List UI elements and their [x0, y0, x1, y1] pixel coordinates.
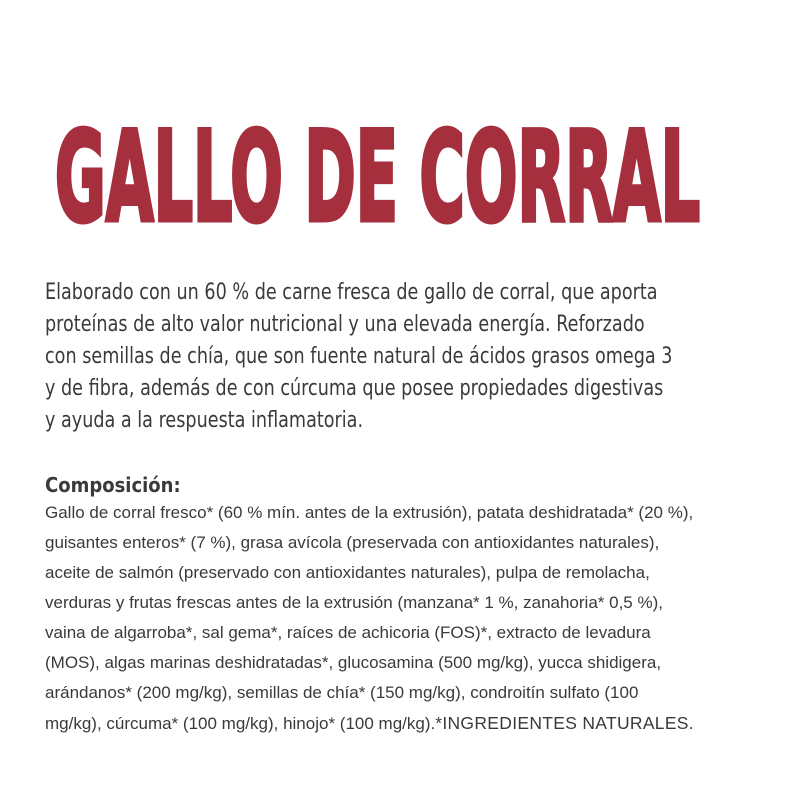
intro-line: y de fibra, además de con cúrcuma que posee propiedades digestivas	[45, 376, 664, 401]
composition-line: guisantes enteros* (7 %), grasa avícola (preservada con antioxidantes naturales),	[45, 533, 660, 552]
page-title-artwork	[55, 106, 710, 251]
intro-line: proteínas de alto valor nutricional y una elevada energía. Reforzado	[45, 312, 645, 337]
page-title: GALLO DE CORRAL	[55, 106, 700, 251]
intro-paragraph	[45, 277, 755, 437]
composition-line: aceite de salmón (preservado con antioxidantes naturales), pulpa de remolacha,	[45, 563, 650, 582]
composition-heading: Composición:	[45, 473, 181, 497]
natural-ingredients-note: *INGREDIENTES NATURALES.	[435, 713, 694, 733]
composition-last-line-text: mg/kg), cúrcuma* (100 mg/kg), hinojo* (100 mg/kg).	[45, 714, 436, 733]
composition-line: (MOS), algas marinas deshidratadas*, glucosamina (500 mg/kg), yucca shidigera,	[45, 653, 662, 672]
intro-line: Elaborado con un 60 % de carne fresca de gallo de corral, que aporta	[45, 280, 658, 305]
composition-line: verduras y frutas frescas antes de la extrusión (manzana* 1 %, zanahoria* 0,5 %),	[45, 593, 663, 612]
composition-list	[45, 498, 755, 708]
composition-last-line	[45, 708, 755, 739]
intro-line: y ayuda a la respuesta inflamatoria.	[45, 408, 364, 433]
intro-line: con semillas de chía, que son fuente natural de ácidos grasos omega 3	[45, 344, 673, 369]
composition-line: vaina de algarroba*, sal gema*, raíces de achicoria (FOS)*, extracto de levadura	[45, 623, 651, 642]
composition-line: Gallo de corral fresco* (60 % mín. antes de la extrusión), patata deshidratada* (20 %),	[45, 503, 694, 522]
composition-line: arándanos* (200 mg/kg), semillas de chía* (150 mg/kg), condroitín sulfato (100	[45, 683, 639, 702]
